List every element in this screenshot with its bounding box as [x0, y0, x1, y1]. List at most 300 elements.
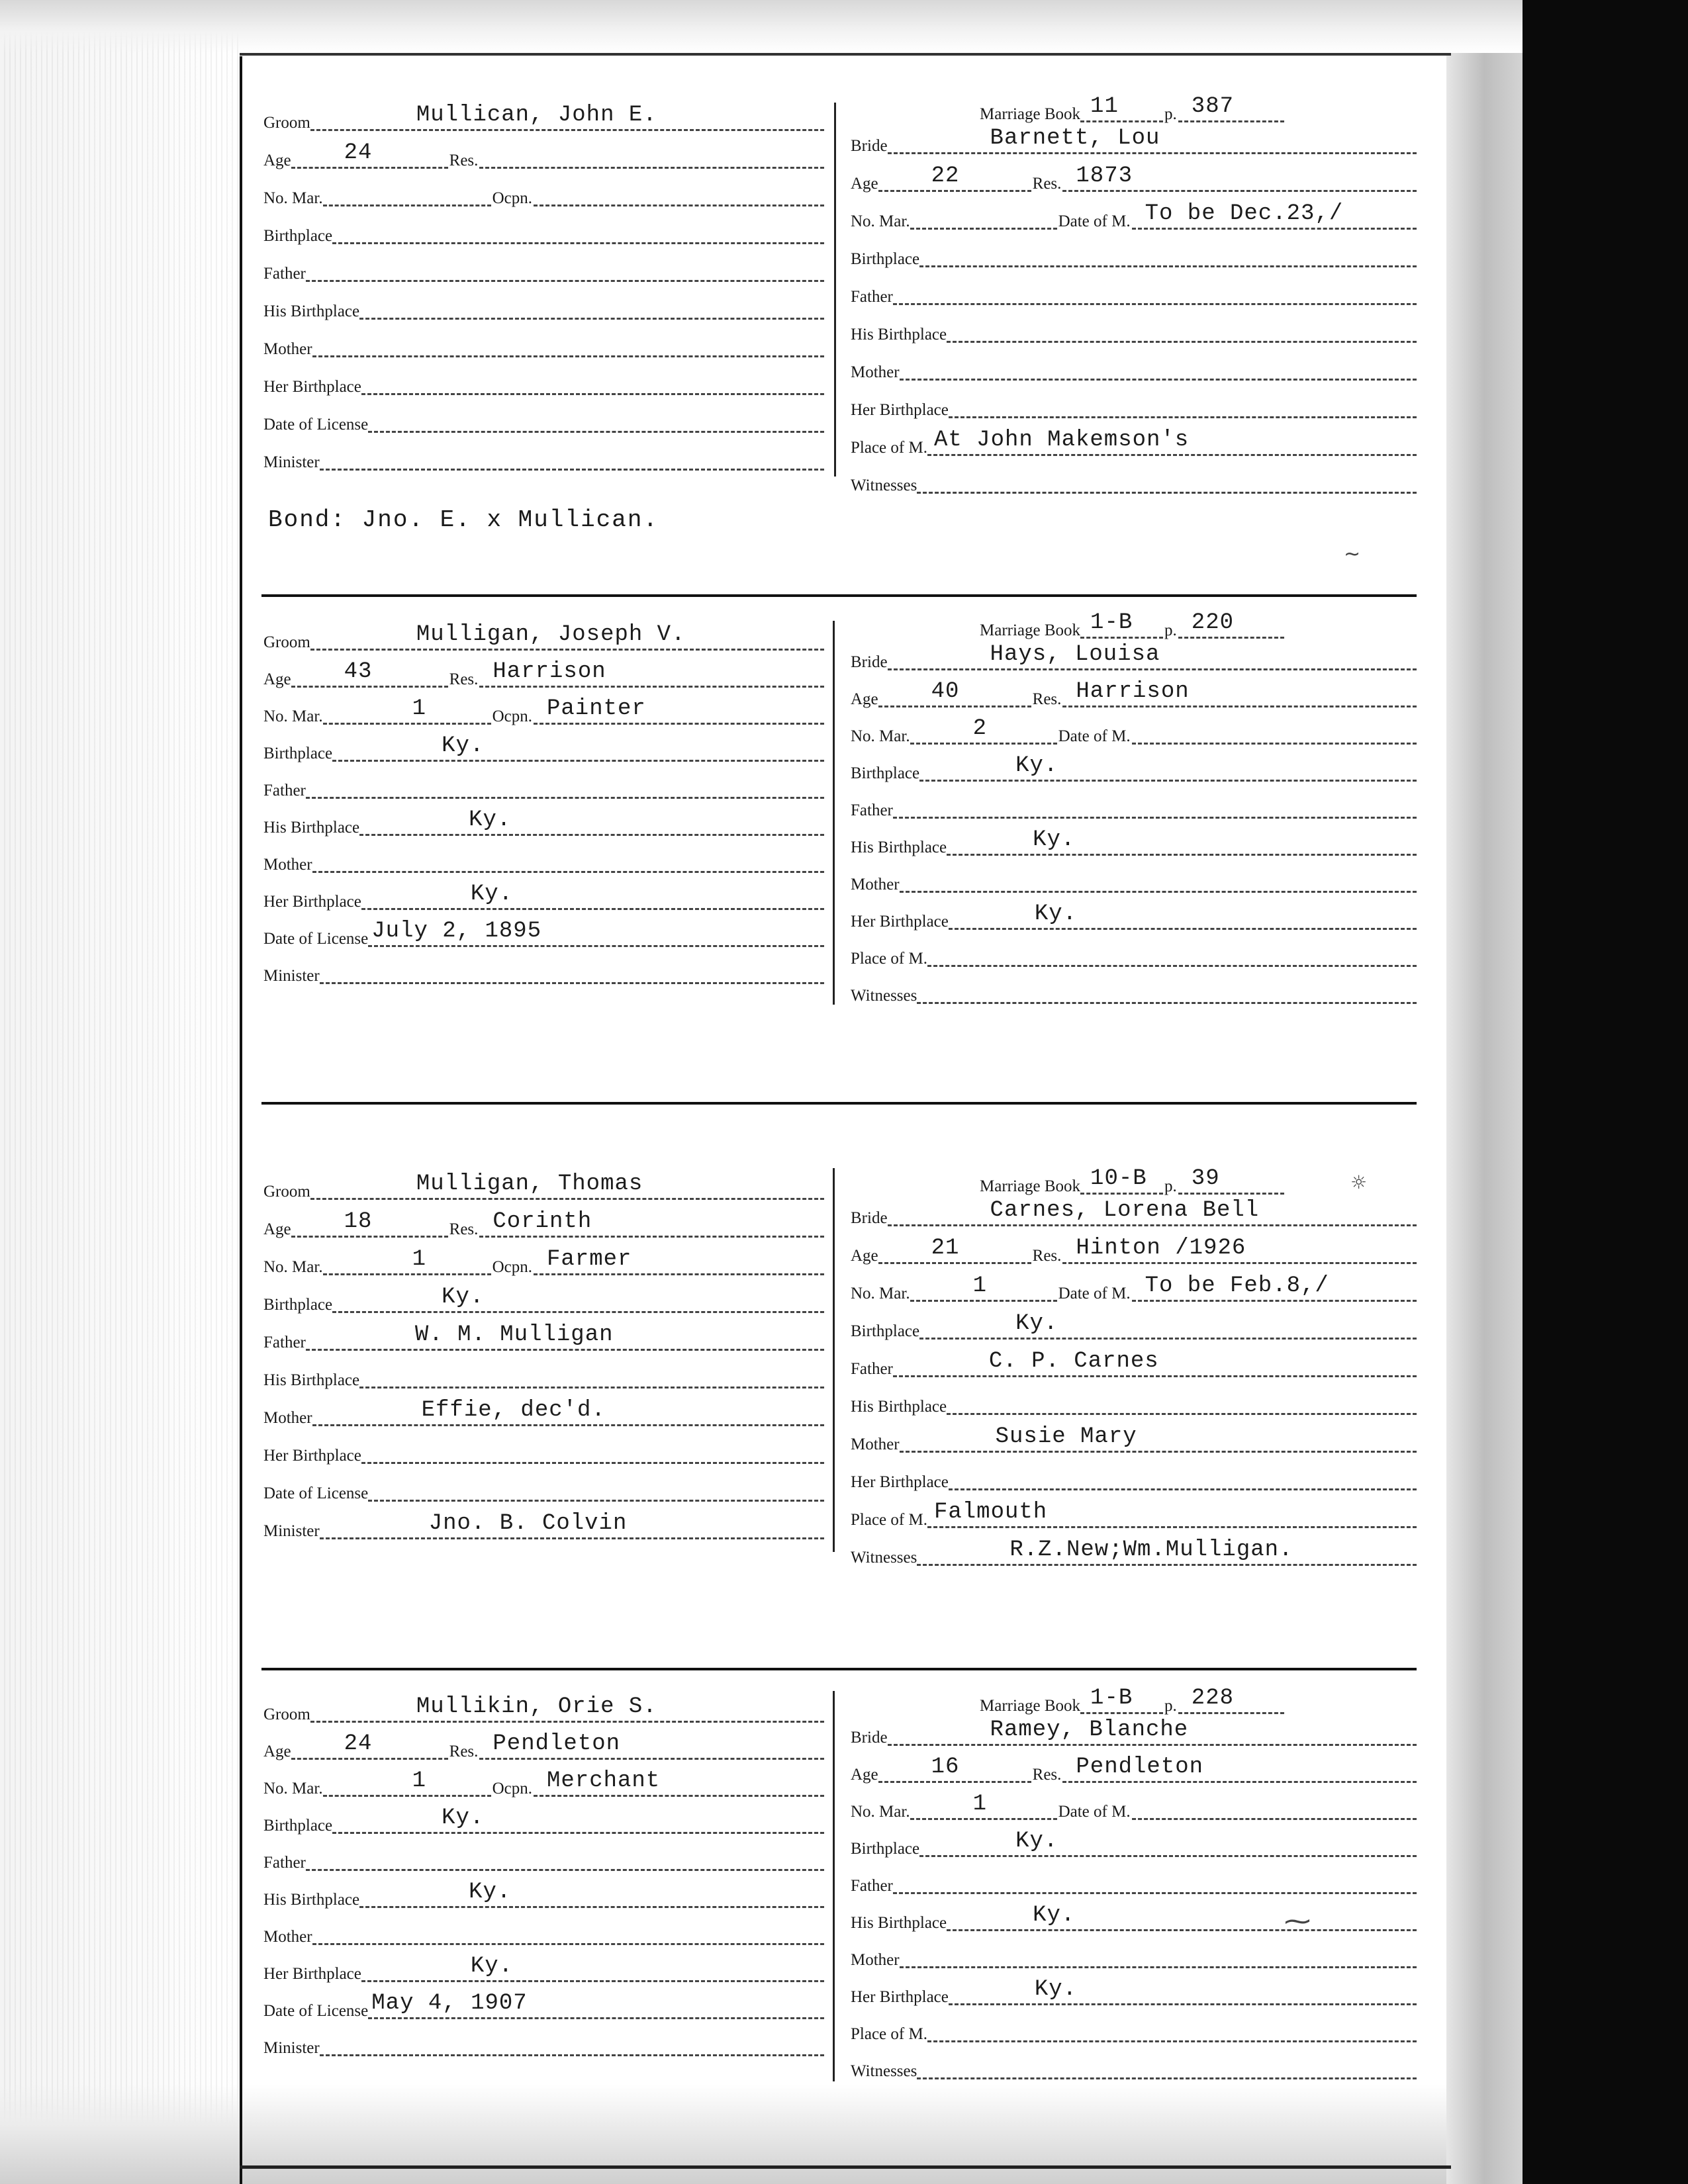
record-separator: [261, 1102, 1417, 1105]
groom-no-mar-value: 1: [412, 1768, 426, 1794]
fill-line: [1062, 163, 1417, 192]
fill-line: [919, 753, 1417, 782]
field-label: Date of M.: [1058, 1803, 1131, 1821]
groom-ocpn-value: Painter: [546, 696, 646, 721]
bride-age-value: 21: [931, 1236, 960, 1261]
scan-right-edge: [1523, 0, 1688, 2184]
field-label: Date of M.: [1058, 212, 1131, 230]
marriage-book-row: [980, 1686, 1284, 1718]
fill-line: [900, 1424, 1417, 1453]
groom-no_mar-ocpn-row: [263, 1247, 824, 1279]
fill-line: [534, 696, 824, 725]
fill-line: [312, 1917, 824, 1945]
groom-date_of_license-row: [263, 408, 824, 437]
marriage-book-value: 10-B: [1090, 1166, 1147, 1191]
field-label: Mother: [263, 856, 312, 874]
groom-mother-row: [263, 1398, 824, 1430]
field-label: Birthplace: [263, 227, 333, 245]
field-label: Father: [851, 288, 893, 306]
field-label: Birthplace: [851, 1322, 920, 1340]
fill-line: [1080, 94, 1163, 122]
groom-no-mar-value: 1: [412, 1247, 426, 1272]
field-label: Ocpn.: [492, 707, 532, 725]
groom-father-value: W. M. Mulligan: [414, 1322, 614, 1347]
bride-witnesses-row: [851, 2054, 1417, 2083]
field-label: Mother: [263, 1409, 312, 1427]
groom-mother-row: [263, 1920, 824, 1949]
bride-res-value: Pendleton: [1076, 1754, 1204, 1780]
fill-line: [947, 314, 1417, 343]
field-label: Age: [263, 670, 291, 688]
fill-line: [1132, 1273, 1417, 1302]
field-label: Groom: [263, 1183, 310, 1201]
field-label: Date of License: [263, 416, 369, 433]
field-label: His Birthplace: [263, 1891, 360, 1909]
fill-line: [917, 465, 1417, 494]
bride-father-row: [851, 1869, 1417, 1898]
fill-line: [332, 733, 824, 762]
scan-left-margin: [0, 0, 238, 2184]
field-label: His Birthplace: [263, 819, 360, 837]
fill-line: [1132, 716, 1417, 745]
fill-line: [888, 642, 1417, 670]
groom-her_birthplace-row: [263, 882, 824, 914]
bride-no_mar-date_of_m-row: [851, 201, 1417, 234]
bride-birthplace-value: Ky.: [1015, 1829, 1058, 1854]
fill-line: [1062, 679, 1417, 707]
field-label: Age: [851, 175, 878, 193]
field-label: p.: [1164, 1177, 1177, 1195]
fill-line: [878, 679, 1031, 707]
field-label: Her Birthplace: [851, 401, 949, 419]
groom-minister-value: Jno. B. Colvin: [428, 1511, 628, 1536]
marriage-book-value: 1-B: [1090, 610, 1133, 635]
field-label: His Birthplace: [851, 839, 947, 856]
bride-no_mar-date_of_m-row: [851, 1273, 1417, 1306]
bride-place_of_m-row: [851, 428, 1417, 460]
field-label: Father: [851, 801, 893, 819]
groom-no_mar-ocpn-row: [263, 1768, 824, 1801]
field-label: No. Mar.: [851, 1285, 910, 1302]
fill-line: [888, 1717, 1417, 1746]
field-label: Groom: [263, 114, 310, 132]
groom-his-birthplace-value: Ky.: [469, 807, 512, 833]
fill-line: [1178, 1686, 1284, 1714]
bride-no-mar-value: 2: [972, 716, 987, 741]
field-label: His Birthplace: [851, 1914, 947, 1932]
groom-groom-value: Mulligan, Joseph V.: [416, 622, 686, 647]
fill-line: [479, 659, 824, 688]
field-label: Birthplace: [851, 250, 920, 268]
fill-line: [312, 329, 824, 357]
field-label: Age: [263, 1743, 291, 1760]
bride-no-mar-value: 1: [972, 1792, 987, 1817]
groom-birthplace-row: [263, 1285, 824, 1317]
groom-minister-row: [263, 959, 824, 988]
card-top-rule: [240, 53, 1451, 56]
marriage-book-value: 11: [1090, 94, 1119, 119]
field-label: Age: [263, 1220, 291, 1238]
fill-line: [368, 1473, 824, 1502]
groom-ocpn-value: Merchant: [546, 1768, 661, 1794]
scan-top-margin: [0, 0, 1688, 53]
field-label: Marriage Book: [980, 105, 1081, 123]
field-label: p.: [1164, 105, 1177, 123]
bride-bride-value: Ramey, Blanche: [990, 1717, 1189, 1743]
field-label: Birthplace: [263, 1817, 333, 1835]
field-label: Minister: [263, 453, 320, 471]
fill-line: [534, 178, 824, 206]
fill-line: [917, 1537, 1417, 1566]
field-label: Bride: [851, 1209, 888, 1227]
bride-witnesses-value: R.Z.New;Wm.Mulligan.: [1009, 1537, 1293, 1563]
fill-line: [368, 1991, 824, 2019]
groom-her_birthplace-row: [263, 1439, 824, 1468]
bride-witnesses-row: [851, 979, 1417, 1008]
field-label: Res.: [1032, 690, 1062, 708]
bride-age-res-row: [851, 163, 1417, 196]
fill-line: [361, 367, 824, 395]
fill-line: [368, 404, 824, 433]
field-label: Her Birthplace: [263, 1965, 361, 1983]
bride-mother-value: Susie Mary: [995, 1424, 1137, 1449]
fill-line: [479, 1731, 824, 1760]
pencil-mark: ~: [1344, 543, 1361, 566]
groom-father-row: [263, 1846, 824, 1875]
bride-her-birthplace-value: Ky.: [1034, 901, 1078, 927]
fill-line: [910, 1792, 1057, 1820]
field-label: Witnesses: [851, 987, 917, 1005]
bride-age-value: 40: [931, 679, 960, 704]
groom-date_of_license-row: [263, 1991, 824, 2023]
groom-mother-value: Effie, dec'd.: [421, 1398, 606, 1423]
field-label: Father: [263, 782, 306, 799]
field-label: Her Birthplace: [851, 1473, 949, 1491]
bride-his_birthplace-row: [851, 318, 1417, 347]
groom-no_mar-ocpn-row: [263, 181, 824, 210]
bride-mother-row: [851, 1424, 1417, 1457]
scan-bottom-margin: [0, 2085, 1688, 2184]
fill-line: [332, 1805, 824, 1834]
field-label: Her Birthplace: [263, 893, 361, 911]
field-label: No. Mar.: [263, 1258, 323, 1276]
field-label: Place of M.: [851, 950, 927, 968]
field-label: Father: [263, 265, 306, 283]
groom-date_of_license-row: [263, 919, 824, 951]
fill-line: [878, 1754, 1031, 1783]
bride-birthplace-row: [851, 1311, 1417, 1343]
fill-line: [949, 1462, 1417, 1490]
groom-age-res-row: [263, 659, 824, 692]
groom-her-birthplace-value: Ky.: [470, 1954, 514, 1979]
bride-res-value: Harrison: [1076, 679, 1190, 704]
field-label: Date of License: [263, 1484, 369, 1502]
fill-line: [291, 140, 448, 169]
field-label: Bride: [851, 653, 888, 671]
bride-bride-value: Carnes, Lorena Bell: [990, 1198, 1260, 1223]
field-label: Place of M.: [851, 439, 927, 457]
field-label: No. Mar.: [263, 189, 323, 207]
fill-line: [320, 442, 824, 471]
fill-line: [1080, 1166, 1163, 1195]
field-label: Ocpn.: [492, 189, 532, 207]
field-label: Father: [263, 1854, 306, 1872]
fill-line: [310, 1694, 824, 1723]
bride-age-value: 22: [931, 163, 960, 189]
field-label: No. Mar.: [851, 212, 910, 230]
bride-her_birthplace-row: [851, 1977, 1417, 2009]
field-label: No. Mar.: [263, 1780, 323, 1797]
bride-bride-row: [851, 642, 1417, 674]
groom-date-of-license-value: May 4, 1907: [371, 1991, 528, 2016]
groom-age-value: 24: [344, 140, 373, 165]
groom-her_birthplace-row: [263, 370, 824, 399]
groom-birthplace-row: [263, 733, 824, 766]
field-label: Place of M.: [851, 2025, 927, 2043]
record-separator: [261, 594, 1417, 597]
fill-line: [359, 807, 824, 836]
groom-groom-value: Mulligan, Thomas: [416, 1171, 643, 1197]
card-left-border: [240, 56, 242, 2184]
field-label: p.: [1164, 1697, 1177, 1715]
bride-her-birthplace-value: Ky.: [1034, 1977, 1078, 2002]
fill-line: [361, 1435, 824, 1464]
field-label: Mother: [851, 876, 900, 893]
groom-his_birthplace-row: [263, 1363, 824, 1392]
fill-line: [310, 103, 824, 131]
fill-line: [361, 1954, 824, 1982]
field-label: Bride: [851, 137, 888, 155]
column-divider: [833, 621, 835, 1005]
groom-groom-value: Mullican, John E.: [416, 103, 657, 128]
fill-line: [900, 1940, 1417, 1968]
field-label: Age: [851, 1766, 878, 1784]
bride-no_mar-date_of_m-row: [851, 716, 1417, 749]
field-label: Her Birthplace: [263, 1447, 361, 1465]
groom-date_of_license-row: [263, 1477, 824, 1506]
fill-line: [361, 882, 824, 910]
bride-father-row: [851, 280, 1417, 309]
fill-line: [1132, 201, 1417, 230]
fill-line: [359, 1360, 824, 1388]
field-label: Father: [851, 1360, 893, 1378]
fill-line: [306, 1843, 824, 1871]
fill-line: [927, 428, 1417, 456]
page-number-value: 220: [1191, 610, 1235, 635]
fill-line: [359, 1880, 824, 1908]
bride-mother-row: [851, 1943, 1417, 1972]
groom-groom-row: [263, 1694, 824, 1727]
fill-line: [306, 1322, 824, 1351]
fill-line: [910, 1273, 1057, 1302]
field-label: Birthplace: [851, 764, 920, 782]
groom-groom-row: [263, 103, 824, 135]
groom-birthplace-value: Ky.: [442, 733, 485, 758]
field-label: Bride: [851, 1729, 888, 1747]
field-label: Age: [851, 1247, 878, 1265]
bride-bride-row: [851, 1717, 1417, 1750]
field-label: His Birthplace: [263, 1371, 360, 1389]
field-label: Res.: [1032, 1766, 1062, 1784]
groom-his_birthplace-row: [263, 807, 824, 840]
fill-line: [1080, 610, 1163, 639]
groom-age-res-row: [263, 140, 824, 173]
fill-line: [917, 976, 1417, 1004]
bride-place_of_m-row: [851, 2017, 1417, 2046]
bride-no_mar-date_of_m-row: [851, 1792, 1417, 1824]
bride-mother-row: [851, 355, 1417, 385]
bride-witnesses-row: [851, 1537, 1417, 1570]
field-label: Groom: [263, 1706, 310, 1723]
field-label: Mother: [851, 1951, 900, 1969]
field-label: Res.: [449, 1220, 479, 1238]
bride-bride-value: Hays, Louisa: [990, 642, 1160, 667]
fill-line: [332, 1285, 824, 1313]
bride-father-row: [851, 1349, 1417, 1381]
field-label: Minister: [263, 967, 320, 985]
fill-line: [927, 2014, 1417, 2042]
page-number-value: 39: [1191, 1166, 1220, 1191]
fill-line: [534, 1247, 824, 1275]
fill-line: [927, 1500, 1417, 1528]
bride-his_birthplace-row: [851, 1390, 1417, 1419]
fill-line: [1132, 1792, 1417, 1820]
groom-age-res-row: [263, 1209, 824, 1242]
fill-line: [910, 201, 1057, 230]
field-label: Res.: [449, 152, 479, 169]
field-label: p.: [1164, 621, 1177, 639]
bride-mother-row: [851, 868, 1417, 897]
bride-his-birthplace-value: Ky.: [1033, 1903, 1076, 1928]
column-divider: [834, 103, 836, 477]
bride-date-of-m-value: To be Feb.8,/: [1145, 1273, 1329, 1298]
groom-age-value: 24: [344, 1731, 373, 1756]
fill-line: [291, 1731, 448, 1760]
column-divider: [833, 1691, 835, 2081]
pencil-mark: ☼: [1350, 1171, 1368, 1193]
fill-line: [332, 216, 824, 244]
fill-line: [1178, 610, 1284, 639]
field-label: Date of M.: [1058, 727, 1131, 745]
field-label: Witnesses: [851, 2062, 917, 2080]
field-label: His Birthplace: [851, 326, 947, 343]
fill-line: [888, 126, 1417, 154]
fill-line: [479, 140, 824, 169]
fill-line: [888, 1198, 1417, 1226]
bride-birthplace-row: [851, 753, 1417, 786]
bride-place-of-m-value: At John Makemson's: [933, 428, 1190, 453]
field-label: Groom: [263, 633, 310, 651]
groom-res-value: Harrison: [492, 659, 606, 684]
marriage-book-row: [980, 610, 1284, 643]
fill-line: [1178, 94, 1284, 122]
field-label: Birthplace: [263, 1296, 333, 1314]
fill-line: [291, 659, 448, 688]
bride-father-value: C. P. Carnes: [988, 1349, 1159, 1374]
fill-line: [312, 1398, 824, 1426]
field-label: Age: [263, 152, 291, 169]
groom-birthplace-value: Ky.: [442, 1805, 485, 1831]
bride-res-value: 1873: [1076, 163, 1133, 189]
bride-age-res-row: [851, 1754, 1417, 1787]
groom-birthplace-value: Ky.: [442, 1285, 485, 1310]
bride-her_birthplace-row: [851, 393, 1417, 422]
page-number-value: 228: [1191, 1686, 1235, 1711]
fill-line: [323, 1247, 491, 1275]
groom-res-value: Pendleton: [492, 1731, 621, 1756]
fill-line: [900, 352, 1417, 381]
fill-line: [1178, 1166, 1284, 1195]
field-label: Father: [263, 1334, 306, 1351]
bride-res-value: Hinton /1926: [1076, 1236, 1246, 1261]
field-label: Ocpn.: [492, 1258, 532, 1276]
groom-father-row: [263, 774, 824, 803]
bride-age-value: 16: [931, 1754, 960, 1780]
groom-res-value: Corinth: [492, 1209, 592, 1234]
bride-place_of_m-row: [851, 942, 1417, 971]
field-label: Res.: [1032, 175, 1062, 193]
field-label: No. Mar.: [851, 1803, 910, 1821]
field-label: Birthplace: [263, 745, 333, 762]
fill-line: [479, 1209, 824, 1238]
fill-line: [919, 1311, 1417, 1340]
field-label: Minister: [263, 2039, 320, 2057]
record-separator: [261, 1668, 1417, 1670]
groom-mother-row: [263, 332, 824, 361]
groom-minister-row: [263, 1511, 824, 1543]
fill-line: [320, 2028, 824, 2056]
fill-line: [949, 1977, 1417, 2005]
groom-her_birthplace-row: [263, 1954, 824, 1986]
fill-line: [1062, 1754, 1417, 1783]
groom-her-birthplace-value: Ky.: [470, 882, 514, 907]
fill-line: [947, 1387, 1417, 1415]
fill-line: [323, 696, 491, 725]
bride-birthplace-row: [851, 1829, 1417, 1861]
fill-line: [310, 1171, 824, 1200]
bride-bride-row: [851, 1198, 1417, 1230]
groom-no_mar-ocpn-row: [263, 696, 824, 729]
groom-age-res-row: [263, 1731, 824, 1764]
groom-date-of-license-value: July 2, 1895: [371, 919, 542, 944]
field-label: Birthplace: [851, 1840, 920, 1858]
field-label: Res.: [449, 1743, 479, 1760]
fill-line: [878, 163, 1031, 192]
fill-line: [368, 919, 824, 947]
fill-line: [306, 770, 824, 799]
marriage-book-row: [980, 1166, 1284, 1199]
marriage-book-value: 1-B: [1090, 1686, 1133, 1711]
fill-line: [320, 1511, 824, 1539]
bride-her_birthplace-row: [851, 1465, 1417, 1494]
fill-line: [949, 390, 1417, 418]
fill-line: [312, 844, 824, 873]
bride-witnesses-row: [851, 469, 1417, 498]
bride-place-of-m-value: Falmouth: [933, 1500, 1048, 1525]
fill-line: [291, 1209, 448, 1238]
marriage-book-row: [980, 94, 1284, 126]
groom-father-row: [263, 1322, 824, 1355]
bride-his-birthplace-value: Ky.: [1033, 827, 1076, 852]
field-label: No. Mar.: [851, 727, 910, 745]
groom-birthplace-row: [263, 219, 824, 248]
field-label: Place of M.: [851, 1511, 927, 1529]
fill-line: [1080, 1686, 1163, 1714]
groom-mother-row: [263, 848, 824, 877]
bride-his_birthplace-row: [851, 1903, 1417, 1935]
bride-his_birthplace-row: [851, 827, 1417, 860]
field-label: Marriage Book: [980, 621, 1081, 639]
